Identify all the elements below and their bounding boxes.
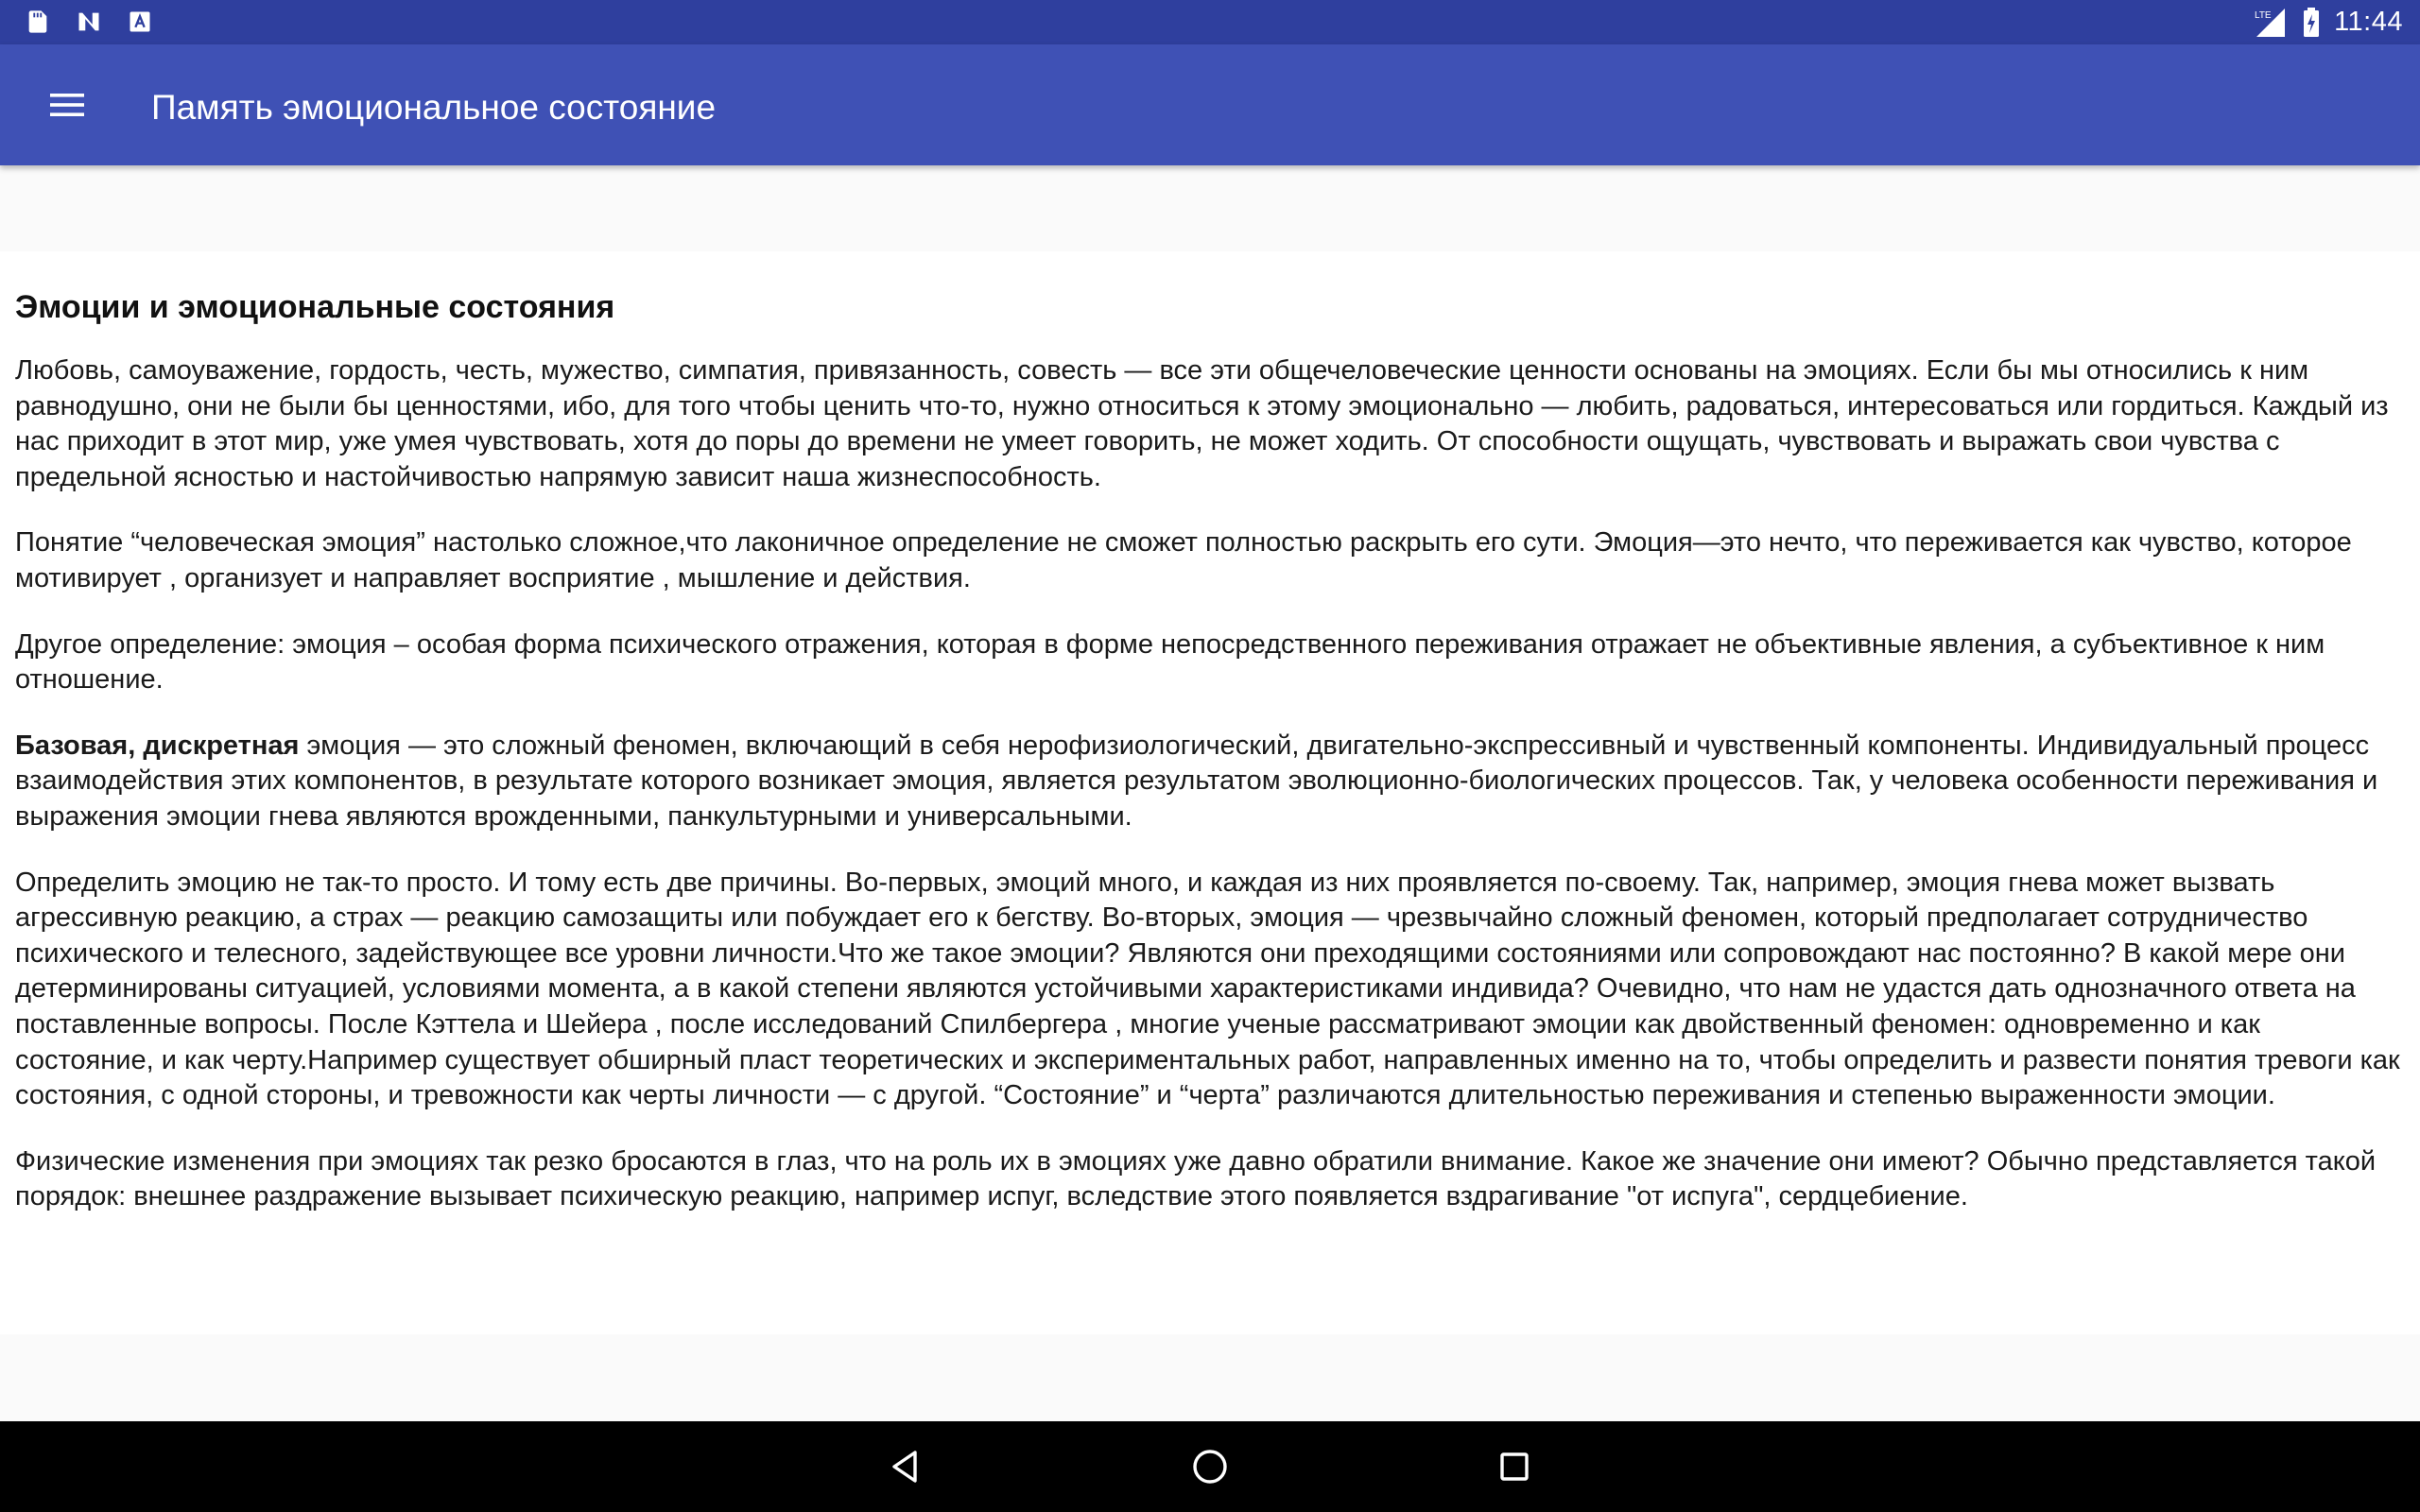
recents-icon <box>1495 1448 1533 1486</box>
article-paragraph: Любовь, самоуважение, гордость, честь, мужество, симпатия, привязанность, совесть — все эти общечеловеческие ценности основаны на эмоциях. Если бы мы относились к ним равнодушно, они не были бы ценностями, ибо, для того чтобы ценить что-то, нужно относиться к этому эмоционально — любить, радоваться, интересоваться или гордиться. Каждый из нас приходит в этот мир, уже умея чувствовать, хотя до поры до времени не умеет говорить, не может ходить. От способности ощущать, чувствовать и выражать свои чувства с предельной ясностью и настойчивостью напрямую зависит наша жизнеспособность. <box>15 355 2389 492</box>
hamburger-menu-icon <box>48 91 86 119</box>
network-type-label: LTE <box>2255 9 2272 21</box>
n-logo-icon <box>76 8 102 36</box>
bold-term: Базовая, дискретная <box>15 730 300 761</box>
article-paragraph: Другое определение: эмоция – особая форма психического отражения, которая в форме непосредственного переживания отражает не объективные явления, а субъективное к ним отношение. <box>15 628 2325 696</box>
back-icon <box>887 1448 925 1486</box>
notification-icons <box>25 8 153 36</box>
article-paragraph: Определить эмоцию не так-то просто. И тому есть две причины. Во-первых, эмоций много, и каждая из них проявляется по-своему. Так, например, эмоция гнева может вызвать агрессивную реакцию, а страх — реакцию самозащиты или побуждает его к бегству. Во-вторых, эмоция — чрезвычайно сложный феномен, который предполагает сотрудничество психического и телесного, задействующее все уровни личности.Что же такое эмоции? Являются они преходящими состояниями или сопровождают нас постоянно? В какой мере они детерминированы ситуацией, условиями момента, а в какой степени являются устойчивыми характеристиками индивида? Очевидно, что нам не удастся дать однозначного ответа на поставленные вопросы. После Кэттела и Шейера , после исследований Спилбергера , многие ученые рассматривают эмоции как двойственный феномен: одновременно и как состояние, и как черту.Например существует обширный пласт теоретических и экспериментальных работ, направленных именно на то, чтобы определить и развести понятия тревоги как состояния, с одной стороны, и тревожности как черты личности — с другой. “Состояние” и “черта” различаются длительностью переживания и степенью выраженности эмоции. <box>15 867 2400 1111</box>
clock: 11:44 <box>2334 7 2403 37</box>
signal-icon <box>2253 7 2289 39</box>
app-title: Память эмоциональное состояние <box>151 88 717 127</box>
article-paragraph: Физические изменения при эмоциях так резко бросаются в глаз, что на роль их в эмоциях уже давно обратили внимание. Какое же значение они имеют? Обычно представляется такой порядок: внешнее раздражение вызывает психическую реакцию, например испуг, вследствие этого появляется вздрагивание "от испуга", сердцебиение. <box>15 1145 2377 1212</box>
article-heading: Эмоции и эмоциональные состояния <box>15 289 615 325</box>
system-icons <box>2253 0 2403 44</box>
menu-button[interactable] <box>36 78 98 131</box>
battery-icon <box>2302 7 2321 39</box>
sd-card-icon <box>25 8 51 36</box>
article-paragraph: Понятие “человеческая эмоция” настолько сложное,что лаконичное определение не сможет полностью раскрыть его сути. Эмоция—это нечто, что переживается как чувство, которое мотивирует , организует и направляет восприятие , мышление и действия. <box>15 527 2352 593</box>
home-button[interactable] <box>1182 1438 1238 1495</box>
paragraph-text: эмоция — это сложный феномен, включающий в себя нерофизиологический, двигательно-экспрессивный и чувственный компоненты. Индивидуальный процесс взаимодействия этих компонентов, в результате которого возникает эмоция, является результатом эволюционно-биологических процессов. Так, у человека особенности переживания и выражения эмоции гнева являются врожденными, панкультурными и универсальными. <box>15 730 2378 832</box>
navigation-bar <box>0 1421 2420 1512</box>
a-badge-icon <box>127 8 153 36</box>
article-content <box>0 251 2420 1334</box>
article-paragraph <box>15 729 2405 835</box>
status-bar <box>0 0 2420 44</box>
home-icon <box>1190 1447 1230 1486</box>
recents-button[interactable] <box>1486 1438 1543 1495</box>
back-button[interactable] <box>877 1438 934 1495</box>
app-bar <box>0 44 2420 165</box>
